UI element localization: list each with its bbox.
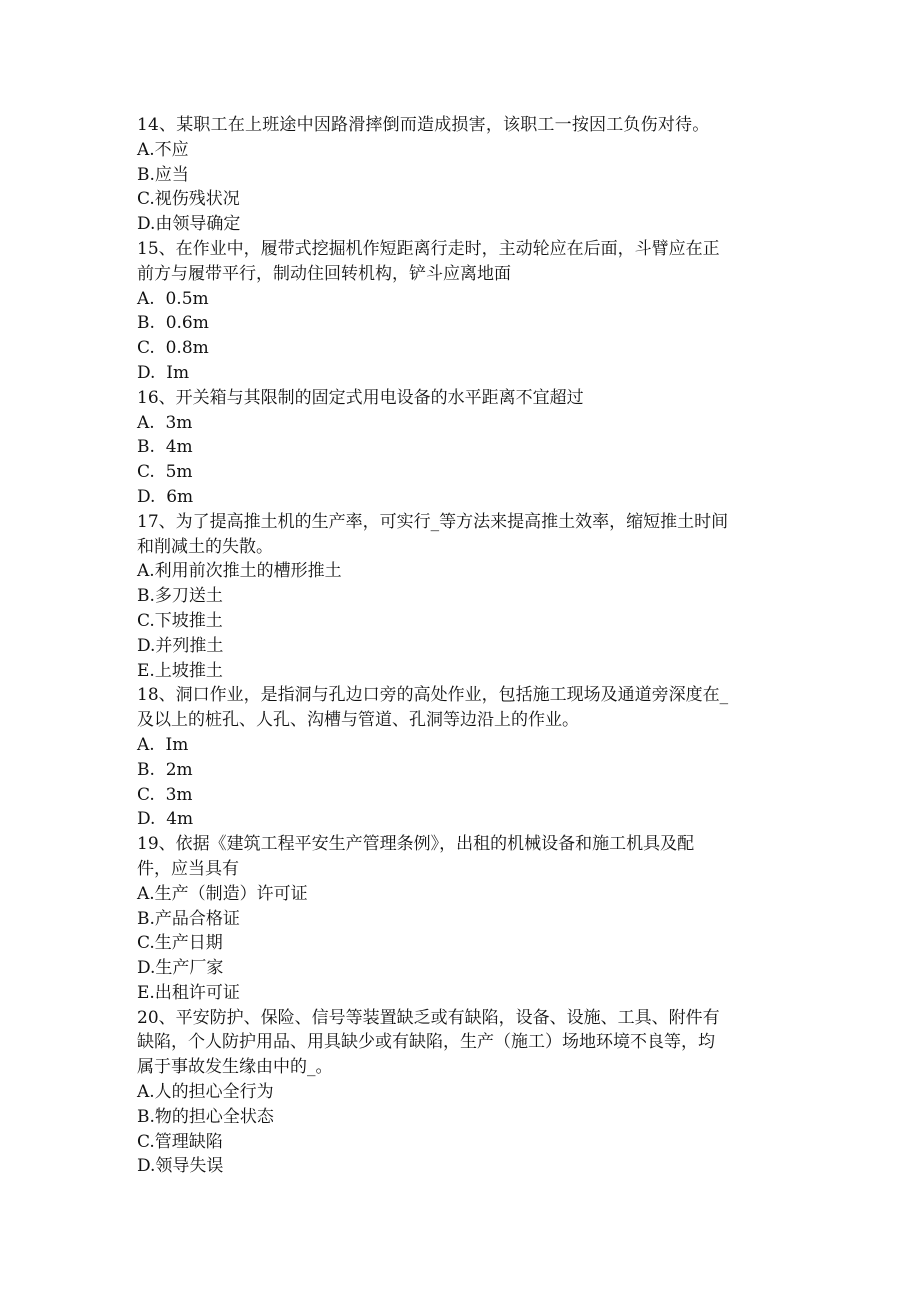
question-20-stem-line-1: 20、平安防护、保险、信号等装置缺乏或有缺陷，设备、设施、工具、附件有 [137, 1007, 720, 1028]
question-16-stem-line-1: 16、开关箱与其限制的固定式用电设备的水平距离不宜超过 [137, 387, 584, 408]
question-14-stem-line-1: 14、某职工在上班途中因路滑摔倒而造成损害，该职工一按因工负伤对待。 [137, 115, 710, 135]
question-17-option-c: C.下坡推土 [137, 610, 223, 631]
question-18-option-d: D. 4m [137, 809, 194, 830]
question-18-option-a: A. Im [137, 734, 189, 755]
question-14 [137, 113, 787, 237]
question-20 [137, 1006, 787, 1180]
question-16-option-b: B. 4m [137, 437, 193, 458]
question-17-option-a: A.利用前次推土的槽形推土 [137, 561, 342, 582]
question-16-option-a: A. 3m [137, 412, 193, 433]
question-14-option-d: D.由领导确定 [137, 214, 241, 235]
question-19-stem-line-2: 件，应当具有 [137, 858, 239, 879]
question-19-stem-line-1: 19、依据《建筑工程平安生产管理条例》，出租的机械设备和施工机具及配 [137, 834, 695, 855]
question-19-option-d: D.生产厂家 [137, 958, 224, 979]
question-15-stem-line-1: 15、在作业中，履带式挖掘机作短距离行走时，主动轮应在后面，斗臂应在正 [137, 238, 720, 259]
question-18-stem-line-1: 18、洞口作业，是指洞与孔边口旁的高处作业，包括施工现场及通道旁深度在_ [137, 685, 729, 706]
question-16-option-d: D. 6m [137, 486, 194, 507]
question-15-option-b: B. 0.6m [137, 313, 209, 334]
question-20-option-c: C.管理缺陷 [137, 1131, 223, 1152]
question-18-option-c: C. 3m [137, 784, 193, 805]
question-14-option-a: A.不应 [137, 139, 189, 160]
question-15-option-c: C. 0.8m [137, 338, 209, 359]
question-20-stem-line-2: 缺陷，个人防护用品、用具缺少或有缺陷，生产（施工）场地环境不良等，均 [137, 1032, 715, 1053]
question-14-option-b: B.应当 [137, 164, 189, 185]
question-19 [137, 832, 787, 1006]
question-19-option-b: B.产品合格证 [137, 908, 240, 929]
question-17-option-d: D.并列推土 [137, 635, 224, 656]
question-17 [137, 510, 787, 684]
question-19-option-a: A.生产（制造）许可证 [137, 883, 308, 904]
question-15-option-d: D. Im [137, 362, 190, 383]
question-list [137, 113, 787, 1179]
question-14-option-c: C.视伤残状况 [137, 189, 240, 210]
question-16-option-c: C. 5m [137, 462, 193, 483]
question-20-option-d: D.领导失误 [137, 1156, 224, 1177]
question-18 [137, 683, 787, 832]
question-18-stem-line-2: 及以上的桩孔、人孔、沟槽与管道、孔洞等边沿上的作业。 [137, 710, 579, 731]
question-15 [137, 237, 787, 386]
question-18-option-b: B. 2m [137, 759, 193, 780]
question-15-option-a: A. 0.5m [137, 288, 209, 309]
question-19-option-e: E.出租许可证 [137, 982, 240, 1003]
question-20-option-a: A.人的担心全行为 [137, 1082, 274, 1103]
question-20-option-b: B.物的担心全状态 [137, 1106, 274, 1127]
question-17-stem-line-2: 和削减土的失散。 [137, 536, 273, 557]
question-20-stem-line-3: 属于事故发生缘由中的_。 [137, 1057, 333, 1078]
question-17-stem-line-1: 17、为了提高推土机的生产率，可实行_等方法来提高推土效率，缩短推土时间 [137, 511, 729, 532]
question-17-option-e: E.上坡推土 [137, 660, 223, 681]
question-17-option-b: B.多刀送土 [137, 586, 223, 607]
question-15-stem-line-2: 前方与履带平行，制动住回转机构，铲斗应离地面 [137, 263, 511, 284]
question-16 [137, 386, 787, 510]
question-19-option-c: C.生产日期 [137, 933, 223, 954]
